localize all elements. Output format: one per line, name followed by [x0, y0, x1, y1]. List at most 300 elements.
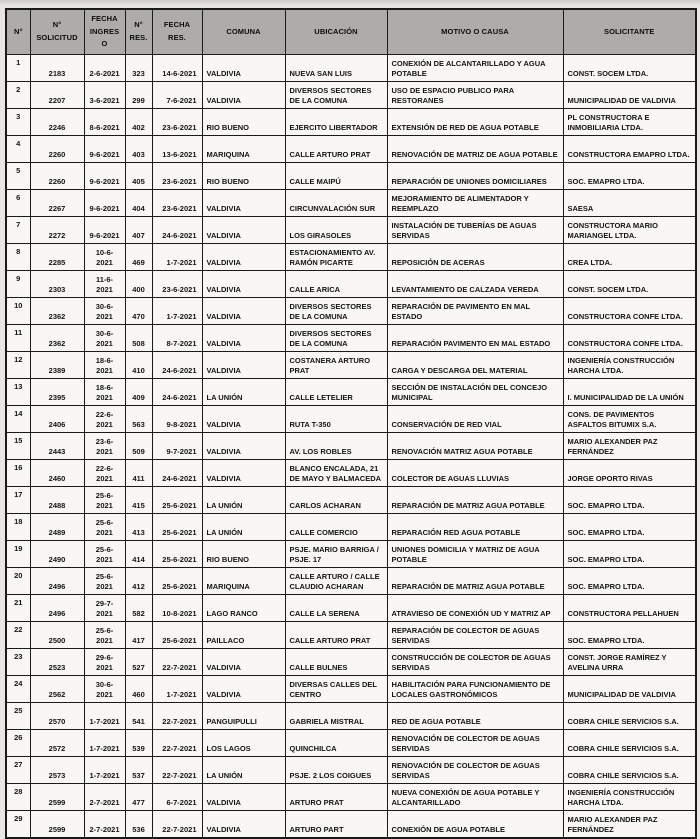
cell-comuna: PANGUIPULLI [202, 703, 285, 730]
cell-res: 412 [125, 568, 152, 595]
cell-comuna: MARIQUINA [202, 136, 285, 163]
cell-res: 414 [125, 541, 152, 568]
cell-motivo: RED DE AGUA POTABLE [387, 703, 563, 730]
cell-ubicacion: CARLOS ACHARAN [285, 487, 387, 514]
cell-comuna: VALDIVIA [202, 433, 285, 460]
table-row [6, 595, 696, 622]
table-row [6, 163, 696, 190]
cell-ubicacion: ESTACIONAMIENTO AV. RAMÓN PICARTE [285, 244, 387, 271]
cell-solicitante: CONSTRUCTORA CONFE LTDA. [563, 325, 696, 352]
cell-comuna: VALDIVIA [202, 676, 285, 703]
table-body [6, 55, 696, 839]
table-row [6, 82, 696, 109]
cell-n: 4 [6, 136, 30, 163]
cell-motivo: USO DE ESPACIO PUBLICO PARA RESTORANES [387, 82, 563, 109]
cell-ubicacion: DIVERSOS SECTORES DE LA COMUNA [285, 325, 387, 352]
cell-solicitante: CONSTRUCTORA CONFE LTDA. [563, 298, 696, 325]
cell-ubicacion: CALLE MAIPÚ [285, 163, 387, 190]
cell-ingreso: 1-7-2021 [84, 757, 125, 784]
cell-ingreso: 25-6-2021 [84, 487, 125, 514]
cell-solicitud: 2303 [30, 271, 84, 298]
table-row [6, 190, 696, 217]
cell-solicitante: SOC. EMAPRO LTDA. [563, 514, 696, 541]
cell-res: 527 [125, 649, 152, 676]
cell-res: 413 [125, 514, 152, 541]
cell-solicitud: 2500 [30, 622, 84, 649]
cell-n: 19 [6, 541, 30, 568]
cell-motivo: RENOVACIÓN DE COLECTOR DE AGUAS SERVIDAS [387, 730, 563, 757]
cell-motivo: INSTALACIÓN DE TUBERÍAS DE AGUAS SERVIDAS [387, 217, 563, 244]
cell-res: 415 [125, 487, 152, 514]
column-header-solicitante: SOLICITANTE [563, 9, 696, 55]
cell-motivo: NUEVA CONEXIÓN DE AGUA POTABLE Y ALCANTARILLADO [387, 784, 563, 811]
cell-ingreso: 8-6-2021 [84, 109, 125, 136]
cell-solicitud: 2183 [30, 55, 84, 82]
cell-solicitante: CONSTRUCTORA MARIO MARIANGEL LTDA. [563, 217, 696, 244]
cell-res: 477 [125, 784, 152, 811]
cell-solicitud: 2267 [30, 190, 84, 217]
table-row [6, 55, 696, 82]
cell-res: 509 [125, 433, 152, 460]
cell-res: 299 [125, 82, 152, 109]
cell-solicitante: CONST. SOCEM LTDA. [563, 271, 696, 298]
cell-solicitud: 2406 [30, 406, 84, 433]
cell-n: 24 [6, 676, 30, 703]
table-row [6, 676, 696, 703]
cell-comuna: VALDIVIA [202, 55, 285, 82]
cell-comuna: VALDIVIA [202, 298, 285, 325]
cell-fres: 23-6-2021 [152, 163, 202, 190]
column-header-comuna: COMUNA [202, 9, 285, 55]
cell-ingreso: 1-7-2021 [84, 703, 125, 730]
cell-solicitud: 2599 [30, 784, 84, 811]
cell-comuna: VALDIVIA [202, 811, 285, 839]
table-row [6, 784, 696, 811]
cell-solicitante: I. MUNICIPALIDAD DE LA UNIÓN [563, 379, 696, 406]
cell-n: 15 [6, 433, 30, 460]
table-row [6, 433, 696, 460]
cell-comuna: VALDIVIA [202, 190, 285, 217]
cell-fres: 1-7-2021 [152, 298, 202, 325]
cell-fres: 25-6-2021 [152, 514, 202, 541]
table-row [6, 703, 696, 730]
cell-motivo: REPARACIÓN DE MATRIZ AGUA POTABLE [387, 568, 563, 595]
cell-res: 404 [125, 190, 152, 217]
cell-fres: 23-6-2021 [152, 190, 202, 217]
cell-motivo: REPARACIÓN PAVIMENTO EN MAL ESTADO [387, 325, 563, 352]
header-row [6, 9, 696, 55]
table-row [6, 514, 696, 541]
cell-ingreso: 25-6-2021 [84, 514, 125, 541]
cell-motivo: LEVANTAMIENTO DE CALZADA VEREDA [387, 271, 563, 298]
cell-motivo: CARGA Y DESCARGA DEL MATERIAL [387, 352, 563, 379]
cell-res: 539 [125, 730, 152, 757]
cell-n: 22 [6, 622, 30, 649]
cell-res: 417 [125, 622, 152, 649]
cell-comuna: LOS LAGOS [202, 730, 285, 757]
cell-solicitud: 2562 [30, 676, 84, 703]
cell-motivo: CONSTRUCCIÓN DE COLECTOR DE AGUAS SERVIDAS [387, 649, 563, 676]
cell-res: 409 [125, 379, 152, 406]
cell-fres: 14-6-2021 [152, 55, 202, 82]
table-row [6, 757, 696, 784]
cell-n: 26 [6, 730, 30, 757]
cell-ubicacion: COSTANERA ARTURO PRAT [285, 352, 387, 379]
cell-ingreso: 30-6-2021 [84, 676, 125, 703]
cell-solicitud: 2362 [30, 325, 84, 352]
table-header [6, 9, 696, 55]
cell-fres: 22-7-2021 [152, 703, 202, 730]
cell-ubicacion: GABRIELA MISTRAL [285, 703, 387, 730]
cell-n: 9 [6, 271, 30, 298]
table-row [6, 109, 696, 136]
cell-comuna: VALDIVIA [202, 271, 285, 298]
cell-fres: 24-6-2021 [152, 217, 202, 244]
cell-motivo: REPARACIÓN DE COLECTOR DE AGUAS SERVIDAS [387, 622, 563, 649]
cell-motivo: EXTENSIÓN DE RED DE AGUA POTABLE [387, 109, 563, 136]
cell-n: 2 [6, 82, 30, 109]
cell-ingreso: 25-6-2021 [84, 622, 125, 649]
table-row [6, 487, 696, 514]
cell-res: 460 [125, 676, 152, 703]
cell-ubicacion: DIVERSAS CALLES DEL CENTRO [285, 676, 387, 703]
cell-solicitante: CONST. JORGE RAMÍREZ Y AVELINA URRA [563, 649, 696, 676]
cell-n: 28 [6, 784, 30, 811]
cell-solicitante: INGENIERÍA CONSTRUCCIÓN HARCHA LTDA. [563, 784, 696, 811]
cell-solicitante: COBRA CHILE SERVICIOS S.A. [563, 703, 696, 730]
cell-n: 7 [6, 217, 30, 244]
cell-comuna: PAILLACO [202, 622, 285, 649]
cell-n: 18 [6, 514, 30, 541]
cell-n: 14 [6, 406, 30, 433]
table-row [6, 568, 696, 595]
cell-ingreso: 25-6-2021 [84, 568, 125, 595]
cell-ubicacion: EJERCITO LIBERTADOR [285, 109, 387, 136]
cell-res: 470 [125, 298, 152, 325]
cell-ingreso: 30-6-2021 [84, 325, 125, 352]
cell-solicitud: 2272 [30, 217, 84, 244]
cell-n: 13 [6, 379, 30, 406]
cell-fres: 9-7-2021 [152, 433, 202, 460]
cell-comuna: LA UNIÓN [202, 514, 285, 541]
table-row [6, 541, 696, 568]
cell-solicitud: 2246 [30, 109, 84, 136]
cell-n: 16 [6, 460, 30, 487]
cell-ubicacion: PSJE. 2 LOS COIGUES [285, 757, 387, 784]
cell-ubicacion: CALLE ARICA [285, 271, 387, 298]
cell-motivo: HABILITACIÓN PARA FUNCIONAMIENTO DE LOCALES GASTRONÓMICOS [387, 676, 563, 703]
table-row [6, 352, 696, 379]
cell-res: 405 [125, 163, 152, 190]
cell-motivo: MEJORAMIENTO DE ALIMENTADOR Y REEMPLAZO [387, 190, 563, 217]
cell-ingreso: 9-6-2021 [84, 190, 125, 217]
cell-comuna: VALDIVIA [202, 784, 285, 811]
cell-ingreso: 18-6-2021 [84, 352, 125, 379]
cell-solicitante: JORGE OPORTO RIVAS [563, 460, 696, 487]
cell-ubicacion: NUEVA SAN LUIS [285, 55, 387, 82]
cell-fres: 9-8-2021 [152, 406, 202, 433]
cell-comuna: VALDIVIA [202, 82, 285, 109]
cell-res: 536 [125, 811, 152, 839]
cell-motivo: CONSERVACIÓN DE RED VIAL [387, 406, 563, 433]
cell-solicitud: 2362 [30, 298, 84, 325]
cell-motivo: REPOSICIÓN DE ACERAS [387, 244, 563, 271]
cell-solicitante: CONS. DE PAVIMENTOS ASFALTOS BITUMIX S.A. [563, 406, 696, 433]
cell-n: 23 [6, 649, 30, 676]
cell-solicitud: 2389 [30, 352, 84, 379]
cell-fres: 22-7-2021 [152, 811, 202, 839]
cell-res: 407 [125, 217, 152, 244]
cell-comuna: VALDIVIA [202, 406, 285, 433]
cell-comuna: VALDIVIA [202, 217, 285, 244]
column-header-n: N° [6, 9, 30, 55]
cell-res: 469 [125, 244, 152, 271]
cell-motivo: RENOVACIÓN DE COLECTOR DE AGUAS SERVIDAS [387, 757, 563, 784]
cell-fres: 22-7-2021 [152, 757, 202, 784]
cell-solicitud: 2573 [30, 757, 84, 784]
cell-solicitante: MARIO ALEXANDER PAZ FERNÁNDEZ [563, 433, 696, 460]
cell-solicitud: 2488 [30, 487, 84, 514]
cell-motivo: REPARACIÓN RED AGUA POTABLE [387, 514, 563, 541]
column-header-solicitud: N° SOLICITUD [30, 9, 84, 55]
table-row [6, 730, 696, 757]
cell-motivo: CONEXIÓN DE AGUA POTABLE [387, 811, 563, 839]
cell-solicitud: 2523 [30, 649, 84, 676]
cell-n: 6 [6, 190, 30, 217]
cell-ubicacion: CALLE ARTURO / CALLE CLAUDIO ACHARAN [285, 568, 387, 595]
table-row [6, 217, 696, 244]
cell-solicitud: 2460 [30, 460, 84, 487]
table-row [6, 271, 696, 298]
cell-ingreso: 3-6-2021 [84, 82, 125, 109]
cell-motivo: COLECTOR DE AGUAS LLUVIAS [387, 460, 563, 487]
cell-solicitante: MARIO ALEXANDER PAZ FERNÁNDEZ [563, 811, 696, 839]
cell-fres: 22-7-2021 [152, 649, 202, 676]
cell-ingreso: 25-6-2021 [84, 541, 125, 568]
table-row [6, 136, 696, 163]
cell-solicitante: SOC. EMAPRO LTDA. [563, 568, 696, 595]
table-row [6, 622, 696, 649]
cell-ingreso: 1-7-2021 [84, 730, 125, 757]
cell-ingreso: 9-6-2021 [84, 217, 125, 244]
table-row [6, 460, 696, 487]
cell-n: 3 [6, 109, 30, 136]
cell-fres: 25-6-2021 [152, 487, 202, 514]
cell-fres: 24-6-2021 [152, 379, 202, 406]
cell-n: 21 [6, 595, 30, 622]
cell-solicitud: 2395 [30, 379, 84, 406]
cell-solicitud: 2285 [30, 244, 84, 271]
cell-res: 541 [125, 703, 152, 730]
cell-motivo: ATRAVIESO DE CONEXIÓN UD Y MATRIZ AP [387, 595, 563, 622]
cell-ubicacion: CIRCUNVALACIÓN SUR [285, 190, 387, 217]
cell-comuna: LA UNIÓN [202, 757, 285, 784]
cell-solicitud: 2260 [30, 163, 84, 190]
cell-solicitante: SOC. EMAPRO LTDA. [563, 487, 696, 514]
cell-res: 400 [125, 271, 152, 298]
cell-comuna: VALDIVIA [202, 325, 285, 352]
cell-ubicacion: CALLE COMERCIO [285, 514, 387, 541]
column-header-fres: FECHA RES. [152, 9, 202, 55]
cell-n: 5 [6, 163, 30, 190]
cell-fres: 23-6-2021 [152, 109, 202, 136]
cell-motivo: UNIONES DOMICILIA Y MATRIZ DE AGUA POTABLE [387, 541, 563, 568]
cell-ubicacion: DIVERSOS SECTORES DE LA COMUNA [285, 298, 387, 325]
column-header-ingreso: FECHA INGRESO [84, 9, 125, 55]
cell-ubicacion: RUTA T-350 [285, 406, 387, 433]
cell-motivo: RENOVACIÓN DE MATRIZ DE AGUA POTABLE [387, 136, 563, 163]
cell-solicitante: SOC. EMAPRO LTDA. [563, 163, 696, 190]
cell-ubicacion: QUINCHILCA [285, 730, 387, 757]
cell-comuna: MARIQUINA [202, 568, 285, 595]
cell-comuna: LA UNIÓN [202, 487, 285, 514]
cell-ubicacion: BLANCO ENCALADA, 21 DE MAYO Y BALMACEDA [285, 460, 387, 487]
cell-solicitante: SOC. EMAPRO LTDA. [563, 622, 696, 649]
cell-res: 582 [125, 595, 152, 622]
cell-fres: 8-7-2021 [152, 325, 202, 352]
permit-resolutions-table [5, 8, 697, 839]
cell-ingreso: 18-6-2021 [84, 379, 125, 406]
cell-motivo: REPARACIÓN DE PAVIMENTO EN MAL ESTADO [387, 298, 563, 325]
cell-ubicacion: CALLE LETELIER [285, 379, 387, 406]
cell-solicitante: SAESA [563, 190, 696, 217]
cell-solicitud: 2599 [30, 811, 84, 839]
cell-solicitante: CONST. SOCEM LTDA. [563, 55, 696, 82]
cell-solicitante: INGENIERÍA CONSTRUCCIÓN HARCHA LTDA. [563, 352, 696, 379]
cell-motivo: REPARACIÓN DE MATRIZ AGUA POTABLE [387, 487, 563, 514]
cell-ubicacion: CALLE BULNES [285, 649, 387, 676]
cell-ingreso: 11-6-2021 [84, 271, 125, 298]
cell-ingreso: 2-7-2021 [84, 784, 125, 811]
cell-res: 537 [125, 757, 152, 784]
cell-fres: 23-6-2021 [152, 271, 202, 298]
cell-fres: 25-6-2021 [152, 541, 202, 568]
cell-ingreso: 29-6-2021 [84, 649, 125, 676]
cell-n: 12 [6, 352, 30, 379]
table-row [6, 406, 696, 433]
cell-motivo: CONEXIÓN DE ALCANTARILLADO Y AGUA POTABLE [387, 55, 563, 82]
cell-solicitud: 2260 [30, 136, 84, 163]
cell-solicitud: 2207 [30, 82, 84, 109]
cell-res: 402 [125, 109, 152, 136]
cell-ingreso: 2-7-2021 [84, 811, 125, 839]
cell-fres: 10-8-2021 [152, 595, 202, 622]
cell-solicitud: 2443 [30, 433, 84, 460]
cell-solicitante: COBRA CHILE SERVICIOS S.A. [563, 730, 696, 757]
cell-ingreso: 29-7-2021 [84, 595, 125, 622]
cell-ingreso: 9-6-2021 [84, 163, 125, 190]
cell-comuna: VALDIVIA [202, 649, 285, 676]
cell-res: 563 [125, 406, 152, 433]
cell-ingreso: 23-6-2021 [84, 433, 125, 460]
cell-fres: 25-6-2021 [152, 622, 202, 649]
cell-res: 508 [125, 325, 152, 352]
table-row [6, 244, 696, 271]
cell-comuna: VALDIVIA [202, 244, 285, 271]
cell-comuna: LA UNIÓN [202, 379, 285, 406]
cell-ingreso: 2-6-2021 [84, 55, 125, 82]
table-row [6, 325, 696, 352]
table-row [6, 649, 696, 676]
cell-comuna: RIO BUENO [202, 163, 285, 190]
cell-solicitante: CONSTRUCTORA EMAPRO LTDA. [563, 136, 696, 163]
table-row [6, 811, 696, 839]
cell-ingreso: 22-6-2021 [84, 406, 125, 433]
cell-comuna: RIO BUENO [202, 541, 285, 568]
cell-fres: 6-7-2021 [152, 784, 202, 811]
cell-fres: 24-6-2021 [152, 352, 202, 379]
cell-solicitud: 2489 [30, 514, 84, 541]
cell-res: 323 [125, 55, 152, 82]
cell-ubicacion: CALLE ARTURO PRAT [285, 622, 387, 649]
cell-fres: 13-6-2021 [152, 136, 202, 163]
column-header-res: N° RES. [125, 9, 152, 55]
table-row [6, 379, 696, 406]
cell-fres: 25-6-2021 [152, 568, 202, 595]
cell-ingreso: 9-6-2021 [84, 136, 125, 163]
cell-ubicacion: LOS GIRASOLES [285, 217, 387, 244]
cell-ubicacion: DIVERSOS SECTORES DE LA COMUNA [285, 82, 387, 109]
cell-motivo: SECCIÓN DE INSTALACIÓN DEL CONCEJO MUNICIPAL [387, 379, 563, 406]
cell-ubicacion: PSJE. MARIO BARRIGA / PSJE. 17 [285, 541, 387, 568]
cell-ubicacion: AV. LOS ROBLES [285, 433, 387, 460]
cell-n: 11 [6, 325, 30, 352]
cell-fres: 7-6-2021 [152, 82, 202, 109]
cell-ubicacion: CALLE LA SERENA [285, 595, 387, 622]
cell-fres: 1-7-2021 [152, 676, 202, 703]
cell-solicitante: MUNICIPALIDAD DE VALDIVIA [563, 676, 696, 703]
cell-res: 410 [125, 352, 152, 379]
cell-n: 29 [6, 811, 30, 839]
cell-n: 1 [6, 55, 30, 82]
cell-solicitud: 2496 [30, 568, 84, 595]
cell-n: 27 [6, 757, 30, 784]
cell-fres: 24-6-2021 [152, 460, 202, 487]
table-row [6, 298, 696, 325]
cell-comuna: VALDIVIA [202, 352, 285, 379]
cell-solicitante: CREA LTDA. [563, 244, 696, 271]
cell-n: 10 [6, 298, 30, 325]
cell-ubicacion: CALLE ARTURO PRAT [285, 136, 387, 163]
cell-solicitante: MUNICIPALIDAD DE VALDIVIA [563, 82, 696, 109]
cell-motivo: REPARACIÓN DE UNIONES DOMICILIARES [387, 163, 563, 190]
cell-solicitud: 2490 [30, 541, 84, 568]
cell-solicitante: PL CONSTRUCTORA E INMOBILIARIA LTDA. [563, 109, 696, 136]
cell-solicitud: 2570 [30, 703, 84, 730]
cell-solicitud: 2572 [30, 730, 84, 757]
cell-ingreso: 22-6-2021 [84, 460, 125, 487]
column-header-ubicacion: UBICACIÓN [285, 9, 387, 55]
cell-res: 403 [125, 136, 152, 163]
cell-comuna: VALDIVIA [202, 460, 285, 487]
cell-comuna: LAGO RANCO [202, 595, 285, 622]
cell-solicitud: 2496 [30, 595, 84, 622]
cell-ubicacion: ARTURO PRAT [285, 784, 387, 811]
cell-ingreso: 10-6-2021 [84, 244, 125, 271]
cell-n: 17 [6, 487, 30, 514]
cell-motivo: RENOVACIÓN MATRIZ AGUA POTABLE [387, 433, 563, 460]
column-header-motivo: MOTIVO O CAUSA [387, 9, 563, 55]
cell-solicitante: CONSTRUCTORA PELLAHUEN [563, 595, 696, 622]
cell-solicitante: COBRA CHILE SERVICIOS S.A. [563, 757, 696, 784]
cell-fres: 22-7-2021 [152, 730, 202, 757]
cell-n: 8 [6, 244, 30, 271]
cell-n: 25 [6, 703, 30, 730]
cell-res: 411 [125, 460, 152, 487]
cell-ubicacion: ARTURO PART [285, 811, 387, 839]
cell-comuna: RIO BUENO [202, 109, 285, 136]
cell-fres: 1-7-2021 [152, 244, 202, 271]
